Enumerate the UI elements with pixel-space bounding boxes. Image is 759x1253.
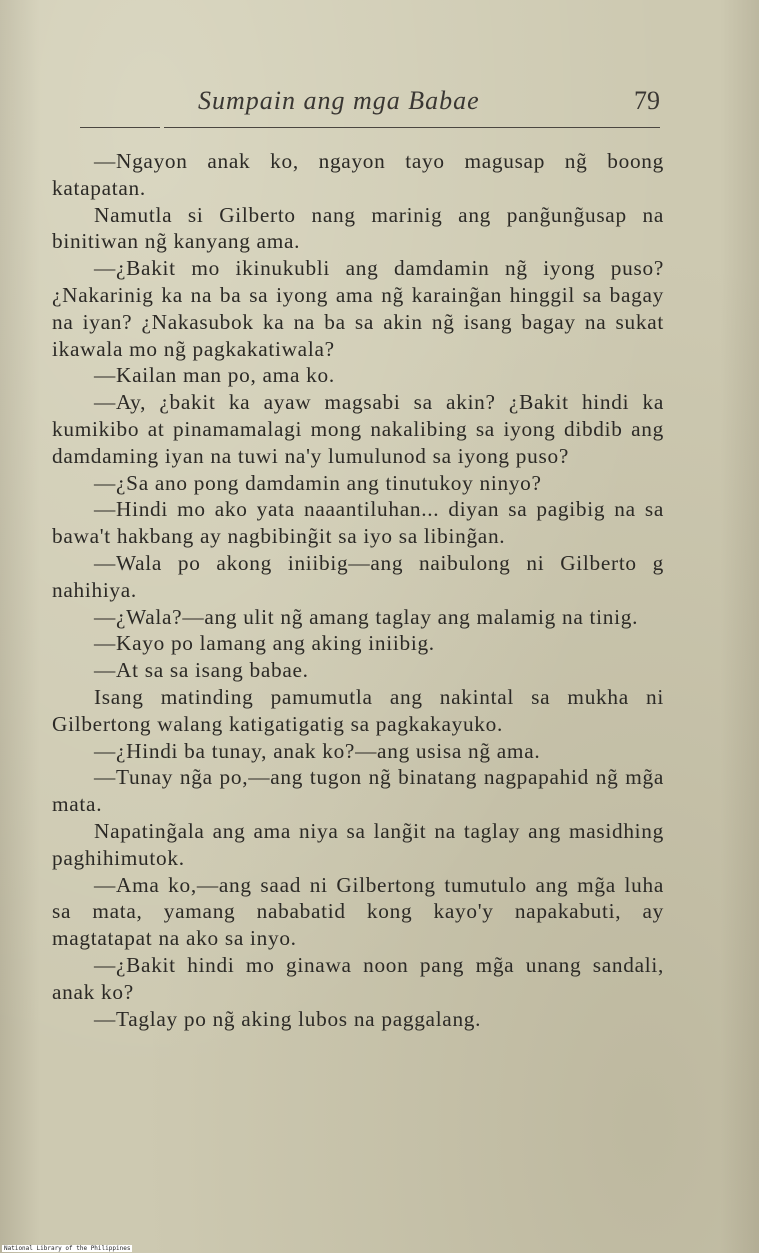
paragraph: —At sa sa isang babae. [94, 658, 309, 683]
paragraph: —Kayo po lamang ang aking iniibig. [94, 631, 435, 656]
paragraph: Namutla si Gilberto nang marinig ang pang̃ung̃usap na binitiwan ng̃ kanyang ama. [52, 202, 664, 254]
header-rule-left [80, 127, 160, 128]
paragraph: —Ay, ¿bakit ka ayaw magsabi sa akin? ¿Bakit hindi ka kumikibo at pinamamalagi mong nakalibing sa iyong dibdib ang damdaming iyan na tuwi na'y lumulunod sa iyong puso? [52, 390, 664, 468]
paragraph: —Wala po akong iniibig—ang naibulong ni Gilberto g nahihiya. [52, 550, 664, 602]
paragraph: Isang matinding pamumutla ang nakintal sa mukha ni Gilbertong walang katigatigatig sa pagkakayuko. [52, 684, 664, 736]
paragraph: —Tunay ng̃a po,—ang tugon ng̃ binatang nagpapahid ng̃ mg̃a mata. [52, 765, 664, 817]
paragraph: —Hindi mo ako yata naaantiluhan... diyan sa pagibig na sa bawa't hakbang ay nagbibing̃it sa iyo sa libing̃an. [52, 497, 664, 549]
paragraph: —¿Sa ano pong damdamin ang tinutukoy ninyo? [94, 470, 542, 495]
paragraph: —¿Bakit hindi mo ginawa noon pang mg̃a unang sandali, anak ko? [52, 952, 664, 1004]
paragraph: —¿Bakit mo ikinukubli ang damdamin ng̃ iyong puso? ¿Nakarinig ka na ba sa iyong ama ng̃ karaing̃an hinggil sa bagay na iyan? ¿Nakasubok ka na ba sa akin ng̃ isang bagay na sukat ikawala mo ng̃ pagkakatiwala? [52, 256, 664, 361]
paragraph: —Ngayon anak ko, ngayon tayo magusap ng̃ boong katapatan. [52, 149, 664, 200]
body-text [52, 148, 664, 1032]
paragraph: Napating̃ala ang ama niya sa lang̃it na taglay ang masidhing paghihimutok. [52, 818, 664, 870]
paragraph: —¿Hindi ba tunay, anak ko?—ang usisa ng̃ ama. [94, 738, 541, 763]
paragraph: —Taglay po ng̃ aking lubos na paggalang. [94, 1006, 482, 1031]
page-number: 79 [634, 86, 660, 115]
running-head [80, 86, 660, 116]
running-title: Sumpain ang mga Babae [198, 86, 480, 115]
paragraph: —Ama ko,—ang saad ni Gilbertong tumutulo ang mg̃a luha sa mata, yamang nababatid kong kayo'y napakabuti, ay magtatapat na ako sa inyo. [52, 872, 664, 951]
paragraph: —¿Wala?—ang ulit ng̃ amang taglay ang malamig na tinig. [94, 604, 639, 629]
paragraph: —Kailan man po, ama ko. [94, 363, 335, 388]
header-rule-right [164, 127, 660, 128]
library-credit: National Library of the Philippines [4, 1245, 131, 1252]
